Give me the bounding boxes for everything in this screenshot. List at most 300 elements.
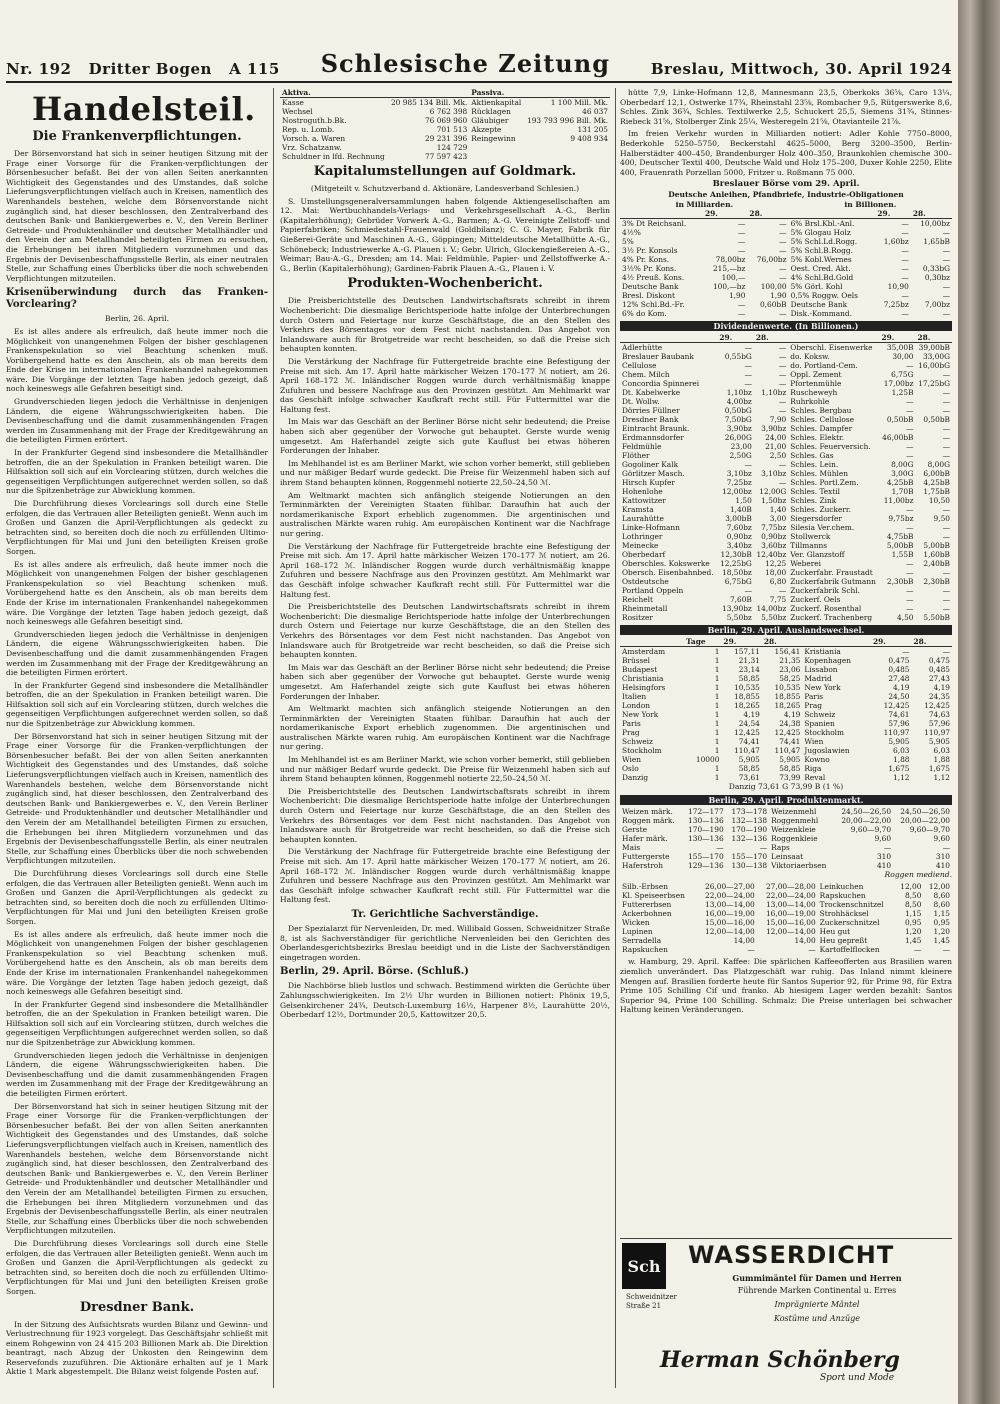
- metals-table: [620, 882, 952, 954]
- balance-value: 124 729: [436, 143, 468, 152]
- table-cell: —: [942, 291, 950, 301]
- balance-value: 20 985 134 Bill. Mk.: [390, 98, 468, 107]
- table-cell: Erdmannsdorfer: [622, 433, 684, 443]
- table-cell: Oberschl. Eisenwerke: [790, 343, 873, 353]
- table-cell: 3,60bz: [761, 541, 787, 551]
- article-paragraph: Die Preisberichtstelle des Deutschen Landwirtschaftsrats schreibt in ihrem Wochenbericht: Die diesmalige Berichtsperiode hatte infolge der Unterbrechungen durch Ostern und Feiertage nur kurze Geschäftstage, die an den Stellen des Verkehrs des Börsentages vor dem Fest nicht nachstanden. Das Angebot von Inlandsware auch für Brotgetreide war recht bescheiden, so daß die Preise sich behaupten konnten.: [280, 296, 610, 354]
- table-cell: Portland Oppeln: [622, 586, 684, 596]
- devisen-row: [620, 665, 952, 674]
- column-header: 28.: [916, 333, 953, 343]
- table-cell: Wien: [622, 755, 641, 765]
- table-cell: —: [778, 370, 787, 380]
- table-cell: Schles. Bergbau: [790, 406, 852, 416]
- dividend-row: [620, 595, 952, 604]
- table-cell: 4,19: [783, 710, 801, 720]
- table-cell: 3% Dt Reichsanl.: [622, 219, 687, 229]
- table-cell: 18,855: [734, 692, 760, 702]
- dividend-row: [620, 586, 952, 595]
- table-cell: Roggenkleie: [771, 833, 818, 843]
- table-cell: —: [901, 273, 909, 283]
- table-cell: 4,25bB: [886, 478, 914, 488]
- table-cell: 5,50bB: [923, 613, 950, 623]
- balance-value: 46 037: [582, 107, 608, 116]
- table-cell: 1: [714, 647, 720, 657]
- table-cell: —: [744, 361, 752, 371]
- table-cell: —: [744, 379, 752, 389]
- metals-row: [620, 918, 952, 927]
- balance-value: 1 100 Mill. Mk.: [550, 98, 608, 107]
- article-paragraph: Im Mehlhandel ist es am Berliner Markt, wie schon vorher bemerkt, still geblieben und nur mäßiger Bedarf wurde gedeckt. Die Preise für Weizenmehl haben sich auf ihrem Stand behaupten können, Roggenmehl notierte 22,50–24,50 ℳ.: [280, 755, 610, 784]
- table-cell: 1,40B: [729, 505, 752, 515]
- produkten-row: [620, 825, 952, 834]
- table-cell: 12,25bG: [720, 559, 752, 569]
- metals-row: [620, 909, 952, 918]
- metals-row: [620, 927, 952, 936]
- balance-value: [524, 152, 610, 161]
- table-cell: 4% Pr. Kons.: [622, 255, 670, 265]
- table-cell: 22,00—24,00: [705, 891, 755, 901]
- table-cell: —: [738, 237, 746, 247]
- table-cell: Linke-Hofmann: [622, 523, 680, 533]
- table-cell: 310: [876, 851, 892, 861]
- balance-sheet-table: [280, 88, 610, 161]
- dividend-row: [620, 568, 952, 577]
- column-header: [620, 209, 703, 219]
- balance-label: Nostroguth.b.Bk.: [282, 116, 347, 125]
- table-cell: Hirsch Kupfer: [622, 478, 675, 488]
- table-cell: 12,425: [924, 701, 950, 711]
- table-cell: 74,41: [738, 737, 760, 747]
- table-cell: 58,25: [779, 674, 801, 684]
- table-cell: 17,25bG: [918, 379, 950, 389]
- table-cell: do. Portland-Cem.: [790, 361, 858, 371]
- table-cell: 6,00bB: [923, 469, 950, 479]
- devisen-row: [620, 728, 952, 737]
- devisen-table: [620, 637, 952, 782]
- table-cell: 7,60B: [729, 595, 752, 605]
- table-cell: 16,00bG: [918, 361, 950, 371]
- column-2: [280, 88, 610, 1388]
- table-cell: 46,00bB: [882, 433, 914, 443]
- table-cell: —: [901, 246, 909, 256]
- table-cell: 1,88: [933, 755, 950, 765]
- article-paragraph: Am Weltmarkt machten sich anfänglich steigende Notierungen an den Terminmärkten der Vereinigten Staaten fühlbar. Daraufhin hat auch der nordamerikanische Export erheblich zugenommen. Die argentinischen und australischen Märkte waren ruhig. Am europäischen Kontinent war die Nachfrage nur gering.: [280, 490, 610, 538]
- table-cell: 12% Schl.Bd.-Fr.: [622, 300, 685, 310]
- table-cell: 1,15: [904, 909, 922, 919]
- table-cell: Dresdner Bank: [622, 415, 679, 425]
- table-cell: Hafer märk.: [622, 833, 668, 843]
- table-cell: —: [778, 478, 787, 488]
- balance-value: 9 408 934: [570, 134, 608, 143]
- table-cell: 27,00—28,00: [765, 882, 816, 892]
- page-number: A 115: [229, 60, 280, 78]
- balance-value: 6 762 398: [429, 107, 468, 116]
- ad-address-street: Schweidnitzer: [626, 1293, 677, 1301]
- table-cell: Dt. Wollw.: [622, 397, 660, 407]
- table-cell: 1,675: [888, 764, 910, 774]
- table-cell: 14,00: [733, 936, 755, 946]
- table-cell: 0,33bG: [922, 264, 950, 274]
- table-cell: 1,12: [893, 773, 910, 783]
- masthead-left: [6, 60, 280, 78]
- table-cell: 15,00—16,00: [705, 918, 755, 928]
- table-cell: Lissabon: [804, 665, 838, 675]
- column-header: 29.: [875, 209, 910, 219]
- table-cell: 14,00: [794, 936, 816, 946]
- table-cell: Schles. Feuerversich.: [790, 442, 871, 452]
- article-paragraph: Die Verstärkung der Nachfrage für Futtergetreide brachte eine Befestigung der Preise mit sich. Am 17. April hatte märkischer Weizen 170–177 ℳ notiert, am 26. April 168–172 ℳ. Inländischer Roggen wurde durch verhältnismäßig knappe Zufuhren und bessere Nachfrage aus den Provinzen gestützt. Am Mehlmarkt war das Geschäft infolge schwacher Kaufkraft recht still. Für Futtermittel war die Haltung fest.: [280, 356, 610, 414]
- table-cell: —: [778, 343, 787, 353]
- table-cell: —: [906, 451, 914, 461]
- table-cell: 5,905: [928, 737, 950, 747]
- article-paragraph: Die Durchführung dieses Vorclearings soll durch eine Stelle erfolgen, die das Vertrauen aller Beteiligten genießt. Wenn auch im Großen und Ganzen die April-Verpflichtungen als gedeckt zu betrachten sind, so bereiten doch die noch zu erfüllenden Ultimo-Verpflichtungen für Mai und Juni den beteiligten Kreisen große Sorgen.: [6, 499, 268, 556]
- balance-value: 131 205: [577, 125, 608, 134]
- dividend-row: [620, 370, 952, 379]
- table-cell: 10,535: [774, 683, 801, 693]
- table-cell: 3½ Pr. Konsols: [622, 246, 678, 256]
- table-cell: 21,00: [765, 442, 787, 452]
- table-cell: Zuckerf. Trachenberg: [790, 613, 873, 623]
- table-cell: Oberschles. Kokswerke: [622, 559, 710, 569]
- table-cell: —: [906, 406, 914, 416]
- table-cell: 57,96: [928, 719, 950, 729]
- table-cell: —: [942, 595, 950, 605]
- metals-body: [620, 882, 952, 954]
- table-cell: —: [778, 361, 787, 371]
- table-cell: 7,90: [769, 415, 787, 425]
- table-cell: Laurahütte: [622, 514, 664, 524]
- devisen-body: [620, 647, 952, 783]
- table-cell: Schles. Portl.Zem.: [790, 478, 859, 488]
- balance-row: [280, 134, 610, 143]
- table-cell: —: [906, 586, 914, 596]
- produkten-row: [620, 861, 952, 870]
- table-cell: 1,90: [728, 291, 746, 301]
- table-cell: 0,90bz: [726, 532, 752, 542]
- headline-dresdner-bank: Dresdner Bank.: [79, 1299, 195, 1315]
- article-paragraph: Grundverschieden liegen jedoch die Verhältnisse in denjenigen Ländern, die eigene Währungsschwierigkeiten haben. Die Devisenbeschaffung und die damit zusammenhängenden Fragen werden im Zusammenhang mit der Frage der Kreditgewährung an die beteiligten Firmen erörtert.: [6, 629, 268, 678]
- headline-kapitalumstellungen: Kapitalumstellungen auf Goldmark.: [313, 164, 577, 179]
- dividend-table: [620, 333, 952, 622]
- table-cell: —: [942, 586, 950, 596]
- table-cell: —: [906, 604, 914, 614]
- table-cell: 110,97: [883, 728, 910, 738]
- table-cell: Dörries Füllner: [622, 406, 680, 416]
- table-cell: 20,00—22,00: [841, 815, 892, 825]
- devisen-row: [620, 719, 952, 728]
- dividend-row: [620, 406, 952, 415]
- table-cell: 1,90: [770, 291, 787, 301]
- table-cell: 0,50bB: [923, 415, 950, 425]
- table-cell: 1: [714, 683, 720, 693]
- table-cell: —: [942, 388, 950, 398]
- table-cell: Leinkuchen: [819, 882, 864, 892]
- table-cell: Chem. Milch: [622, 370, 670, 380]
- table-cell: Futtererbsen: [622, 900, 672, 910]
- table-cell: —: [738, 300, 746, 310]
- devisen-row: [620, 674, 952, 683]
- ad-line-4: Kostüme und Anzüge: [773, 1314, 861, 1323]
- table-cell: 3½% Pr. Kons.: [622, 264, 677, 274]
- table-cell: —: [942, 282, 950, 292]
- table-cell: 23,06: [779, 665, 801, 675]
- table-cell: 10,535: [734, 683, 760, 693]
- column-header: 28.: [747, 209, 788, 219]
- table-cell: —: [744, 343, 752, 353]
- table-cell: —: [901, 309, 909, 319]
- table-cell: 23,00: [730, 442, 752, 452]
- bond-row: [620, 273, 952, 282]
- dividend-row: [620, 388, 952, 397]
- table-cell: 1: [714, 764, 720, 774]
- table-cell: 9,75bz: [888, 514, 914, 524]
- book-spine: [958, 0, 1000, 1404]
- table-cell: London: [622, 701, 651, 711]
- table-cell: 35,00B: [886, 343, 914, 353]
- dividend-row: [620, 559, 952, 568]
- table-cell: —: [779, 309, 787, 319]
- devisen-row: [620, 683, 952, 692]
- table-cell: 78,00bz: [715, 255, 746, 265]
- table-cell: 18,00: [765, 568, 787, 578]
- table-cell: 410: [935, 860, 950, 870]
- table-cell: 4,75bB: [886, 532, 914, 542]
- table-cell: Gerste: [622, 824, 647, 834]
- table-cell: Kowno: [804, 755, 830, 765]
- sheet-label: Dritter Bogen: [88, 60, 212, 78]
- table-cell: —: [779, 237, 787, 247]
- table-cell: 0,50bG: [724, 406, 752, 416]
- table-cell: 13,00—14,00: [705, 900, 755, 910]
- table-cell: Görlitzer Masch.: [622, 469, 685, 479]
- table-cell: 9,50: [933, 514, 950, 524]
- table-cell: Schles. Textil: [790, 487, 841, 497]
- table-cell: 3,10bz: [761, 469, 787, 479]
- table-cell: 0,95: [904, 918, 922, 928]
- table-cell: 26,00—27,00: [705, 882, 755, 892]
- table-cell: 0,55bG: [724, 352, 752, 362]
- table-cell: 0,485: [928, 665, 950, 675]
- boerse-title: Breslauer Börse vom 29. April.: [712, 179, 860, 190]
- table-cell: 39,00bB: [918, 343, 950, 353]
- table-cell: 4,19: [743, 710, 760, 720]
- table-cell: 1,75bB: [923, 487, 950, 497]
- table-cell: 12,00G: [759, 487, 787, 497]
- table-cell: Strohhäcksel: [819, 909, 869, 919]
- column-header: 29.: [871, 637, 911, 647]
- article-paragraph: Der Spezialarzt für Nervenleiden, Dr. med. Willibald Gossen, Schweidnitzer Straße 8, ist als Sachverständiger für gerichtliche Nervenleiden bei den Gerichten des Oberlandesgerichtsbezirks Breslau beeidigt und in die Liste der Sachverständigen eingetragen worden.: [280, 923, 610, 962]
- article-paragraph: hütte 7,9, Linke-Hofmann 12,8, Mannesmann 23,5, Oberkoks 36⅝, Caro 13¼, Oberbedarf 12,1, Ostwerke 17¾, Rheinstahl 23⅝, Rombacher 9,5, Rütgerswerke 8,6, Schles. Zink 36¾, Schles. Textilwerke 2,5, Schuckert 25,5, Siemens 31¾, Stinnes-Riebeck 31⅝, Stolberger Zink 25¼, Westeregeln 21⅝, Otavianteile 21⅞.: [620, 88, 952, 126]
- dividend-row: [620, 379, 952, 388]
- table-cell: 6,80: [769, 577, 787, 587]
- boerse-subtitle: Deutsche Anleihen, Pfandbriefe, Industrie-Obligationen: [668, 189, 904, 199]
- table-cell: Oest. Cred. Akt.: [790, 264, 851, 274]
- article-subheading: (Mitgeteilt v. Schutzverband d. Aktionäre, Landesverband Schlesien.): [310, 184, 580, 193]
- table-cell: Mais: [622, 842, 641, 852]
- dividend-row: [620, 415, 952, 424]
- table-cell: Zuckerf. Oels: [790, 595, 841, 605]
- table-cell: 23,14: [738, 665, 760, 675]
- article-paragraph: Der Börsenvorstand hat sich in seiner heutigen Sitzung mit der Frage einer Vorsorge für die Franken-verpflichtungen der Börsenbesucher befaßt. Bei der von allen Seiten anerkannten Wichtigkeit des Gegenstandes und des Umstandes, daß solche Lieferungsverpflichtungen vielfach auch in Kreisen, namentlich des Warenhandels bestehen, welche dem Börsenvorstande nicht zugänglich sind, hat dieser beschlossen, den Zentralverband des deutschen Bank- und Bankiergewerbes e. V., den Verein Berliner Getreide- und Produktenhändler und deutscher Metallhändler und den Verein der am Metallhandel beteiligten Firmen zu ersuchen, die Erhebungen bei ihren Mitgliedern vorzunehmen und das Ergebnis der Devisenbeschaffungsstelle Berlin, als einer neutralen Stelle, zur Schaffung eines Überblicks über die noch schwebenden Verpflichtungen mitzuteilen.: [6, 149, 268, 283]
- table-cell: 27,43: [928, 674, 950, 684]
- table-cell: —: [779, 219, 787, 229]
- dividend-row: [620, 460, 952, 469]
- column-header: 29.: [703, 209, 747, 219]
- dividend-row: [620, 361, 952, 370]
- balance-value: 76 069 960: [424, 116, 468, 125]
- table-cell: 9,60—9,70: [850, 824, 892, 834]
- table-cell: Jugoslawien: [804, 746, 850, 756]
- produkten-table-block: [620, 795, 952, 880]
- table-cell: New York: [804, 683, 841, 693]
- table-cell: —: [778, 397, 787, 407]
- table-cell: —: [901, 228, 909, 238]
- table-cell: 0,475: [888, 656, 910, 666]
- dividend-row: [620, 442, 952, 451]
- table-cell: Christiania: [622, 674, 664, 684]
- devisen-row: [620, 647, 952, 657]
- devisen-row: [620, 746, 952, 755]
- table-cell: 5,905: [888, 737, 910, 747]
- headline-frankenverpflichtungen: Die Frankenverpflichtungen.: [32, 129, 242, 144]
- table-cell: 5,00bB: [923, 541, 950, 551]
- table-cell: —: [738, 309, 746, 319]
- table-cell: 3,00bB: [725, 514, 752, 524]
- table-cell: 132—138: [731, 815, 768, 825]
- table-cell: Schles. Zuckerr.: [790, 505, 851, 515]
- produkten-table: [620, 807, 952, 870]
- table-cell: Roggenmehl: [771, 815, 819, 825]
- ad-tagline: Sport und Mode: [820, 1373, 895, 1383]
- produkten-row: [620, 807, 952, 816]
- table-cell: —: [744, 370, 752, 380]
- article-paragraph: In der Frankfurter Gegend sind insbesondere die Metallhändler betroffen, die an der Spekulation in Franken beteiligt waren. Die Hilfsaktion soll sich auf ein Vorclearing stützen, durch welches die gegenseitigen Verpflichtungen aufgerechnet werden sollen, so daß nur die Spitzenbeträge zur Abwicklung kommen.: [6, 680, 268, 729]
- table-cell: 4½ Preuß. Kons.: [622, 273, 685, 283]
- table-cell: Disk.-Kommand.: [790, 309, 853, 319]
- table-cell: Feldmühle: [622, 442, 662, 452]
- balance-header-aktiva: Aktiva.: [280, 88, 469, 98]
- article-paragraph: In der Frankfurter Gegend sind insbesondere die Metallhändler betroffen, die an der Spekulation in Franken beteiligt waren. Die Hilfsaktion soll sich auf ein Vorclearing stützen, durch welches die gegenseitigen Verpflichtungen aufgerechnet werden sollen, so daß nur die Spitzenbeträge zur Abwicklung kommen.: [6, 999, 268, 1048]
- table-cell: 170—190: [731, 824, 768, 834]
- table-cell: do. Koksw.: [790, 352, 830, 362]
- table-cell: 5,50bz: [761, 613, 787, 623]
- table-cell: 1,20: [933, 927, 950, 937]
- table-cell: —: [906, 523, 914, 533]
- balance-value: 701 513: [436, 125, 468, 134]
- table-cell: Haferstroh: [622, 860, 663, 870]
- table-cell: Zuckerfabrik Gutmann: [790, 577, 876, 587]
- balance-value: 29 231 396: [424, 134, 468, 143]
- table-cell: 0,485: [888, 665, 910, 675]
- table-cell: —: [942, 945, 950, 955]
- article-paragraph: S. Umstellungsgeneralversammlungen haben folgende Aktiengesellschaften am 12. Mai: Wertbuchhandels-Verlags- und Verkehrsgesellschaft A.-G., Berlin (Kapitalerhöhung); Gebrüder Vorwerk A.-G., Barmen; A.-G. Vereinigte Zellstoff- und Papierfabriken; Schmiedestahl-Frauenwald (Goldbilanz); C. G. Mayer, Fabrik für Gießerei-Geräte und Maschinen A.-G., Göppingen; Mitteldeutsche Metallhütte A.-G., Schönebeck; Industriewerke A.-G. Plauen i. V.; Gebr. Ulrich, Glockengießereien A.-G., Weimar; Bau-A.-G., Dresden; am 14. Mai: Feldmühle, Papier- und Zellstoffwerke A.-G., Berlin (Kapitalerhöhung); Gardinen-Fabrik Plauen A.-G., Plauen i. V.: [280, 196, 610, 273]
- table-cell: Wicken: [622, 918, 650, 928]
- balance-label: Akzepte: [471, 125, 502, 134]
- table-cell: 24,50—26,50: [900, 806, 950, 816]
- table-cell: —: [779, 246, 787, 256]
- table-cell: 0,475: [928, 656, 950, 666]
- table-cell: —: [759, 842, 768, 852]
- table-cell: 5,905: [738, 755, 760, 765]
- table-cell: —: [738, 246, 746, 256]
- article-paragraph: Die Verstärkung der Nachfrage für Futtergetreide brachte eine Befestigung der Preise mit sich. Am 17. April hatte märkischer Weizen 170–177 ℳ notiert, am 26. April 168–172 ℳ. Inländischer Roggen wurde durch verhältnismäßig knappe Zufuhren und bessere Nachfrage aus den Provinzen gestützt. Am Mehlmarkt war das Geschäft infolge schwacher Kaufkraft recht still. Für Futtermittel war die Haltung fest.: [280, 541, 610, 599]
- table-cell: 12,30bB: [720, 550, 752, 560]
- table-cell: —: [942, 433, 950, 443]
- table-cell: 9,60: [933, 833, 950, 843]
- table-cell: 24,50: [888, 692, 910, 702]
- table-cell: 74,41: [779, 737, 801, 747]
- devisen-header-row: [620, 637, 952, 647]
- table-cell: Stollwerck: [790, 532, 831, 542]
- table-cell: Kl. Speiseerbsen: [622, 891, 685, 901]
- table-cell: 1,12: [933, 773, 950, 783]
- table-cell: 1: [714, 773, 720, 783]
- table-cell: —: [778, 460, 787, 470]
- dividend-row: [620, 550, 952, 559]
- balance-label: [469, 152, 524, 161]
- table-cell: —: [914, 945, 922, 955]
- devisen-row: [620, 773, 952, 782]
- table-cell: —: [738, 228, 746, 238]
- table-cell: 1,10bz: [761, 388, 787, 398]
- table-cell: Roggen märk.: [622, 815, 675, 825]
- table-cell: Kramsta: [622, 505, 654, 515]
- table-cell: Riga: [804, 764, 822, 774]
- table-cell: —: [902, 647, 910, 657]
- bond-row: [620, 309, 952, 318]
- article-paragraph: Der Börsenvorstand hat sich in seiner heutigen Sitzung mit der Frage einer Vorsorge für die Franken-verpflichtungen der Börsenbesucher befaßt. Bei der von allen Seiten anerkannten Wichtigkeit des Gegenstandes und des Umstandes, daß solche Lieferungsverpflichtungen vielfach auch in Kreisen, namentlich des Warenhandels bestehen, welche dem Börsenvorstande nicht zugänglich sind, hat dieser beschlossen, den Zentralverband des deutschen Bank- und Bankiergewerbes e. V., den Verein Berliner Getreide- und Produktenhändler und deutscher Metallhändler und den Verein der am Metallhandel beteiligten Firmen zu ersuchen, die Erhebungen bei ihren Mitgliedern vorzunehmen und das Ergebnis der Devisenbeschaffungsstelle Berlin, als einer neutralen Stelle, zur Schaffung eines Überblicks über die noch schwebenden Verpflichtungen mitzuteilen.: [6, 1101, 268, 1236]
- article-paragraph: Es ist alles andere als erfreulich, daß heute immer noch die Möglichkeit von unangenehmen Folgen der bisher geschlagenen Frankenspekulation so viel Beachtung schenken muß. Vorübergehend hatte es den Anschein, als ob man bereits dem Ende der Krise im internationalen Frankenhandel nahegekommen wäre. Die Vorgänge der letzten Tage haben jedoch gezeigt, daß noch keineswegs alle Gefahren beseitigt sind.: [6, 929, 268, 997]
- table-cell: 5% Görl. Kohl: [790, 282, 843, 292]
- table-cell: Reval: [804, 773, 826, 783]
- table-cell: 3,90bz: [726, 424, 752, 434]
- table-cell: 10,90: [887, 282, 909, 292]
- dividend-row: [620, 424, 952, 433]
- table-cell: 4,19: [933, 683, 950, 693]
- table-cell: 27,48: [888, 674, 910, 684]
- table-cell: —: [942, 532, 950, 542]
- dividend-row: [620, 577, 952, 586]
- bond-row: [620, 246, 952, 255]
- table-cell: 1,50: [735, 496, 752, 506]
- devisen-row: [620, 710, 952, 719]
- table-cell: 1: [714, 746, 720, 756]
- table-cell: 7,25bz: [726, 478, 752, 488]
- table-cell: 21,35: [779, 656, 801, 666]
- table-cell: 0,30bz: [924, 273, 950, 283]
- balance-body: [280, 98, 610, 162]
- table-cell: 8,60: [933, 900, 950, 910]
- table-cell: 1: [714, 656, 720, 666]
- table-cell: Weizenkleie: [771, 824, 816, 834]
- table-cell: 1,60bB: [923, 550, 950, 560]
- masthead: [6, 50, 952, 83]
- bond-row: [620, 282, 952, 291]
- balance-row: [280, 143, 610, 152]
- table-cell: 1,40: [769, 505, 787, 515]
- dividend-header-row: [620, 333, 952, 343]
- boerse-units: [620, 200, 952, 210]
- table-cell: 24,38: [779, 719, 801, 729]
- table-cell: Schles. Cellulose: [790, 415, 854, 425]
- bond-row: [620, 228, 952, 237]
- devisen-table-block: [620, 625, 952, 792]
- advertiser-logo: [622, 1243, 666, 1289]
- table-cell: 7,75bz: [761, 523, 787, 533]
- table-cell: 2,30bB: [886, 577, 914, 587]
- table-cell: —: [778, 406, 787, 416]
- table-cell: 21,31: [738, 656, 760, 666]
